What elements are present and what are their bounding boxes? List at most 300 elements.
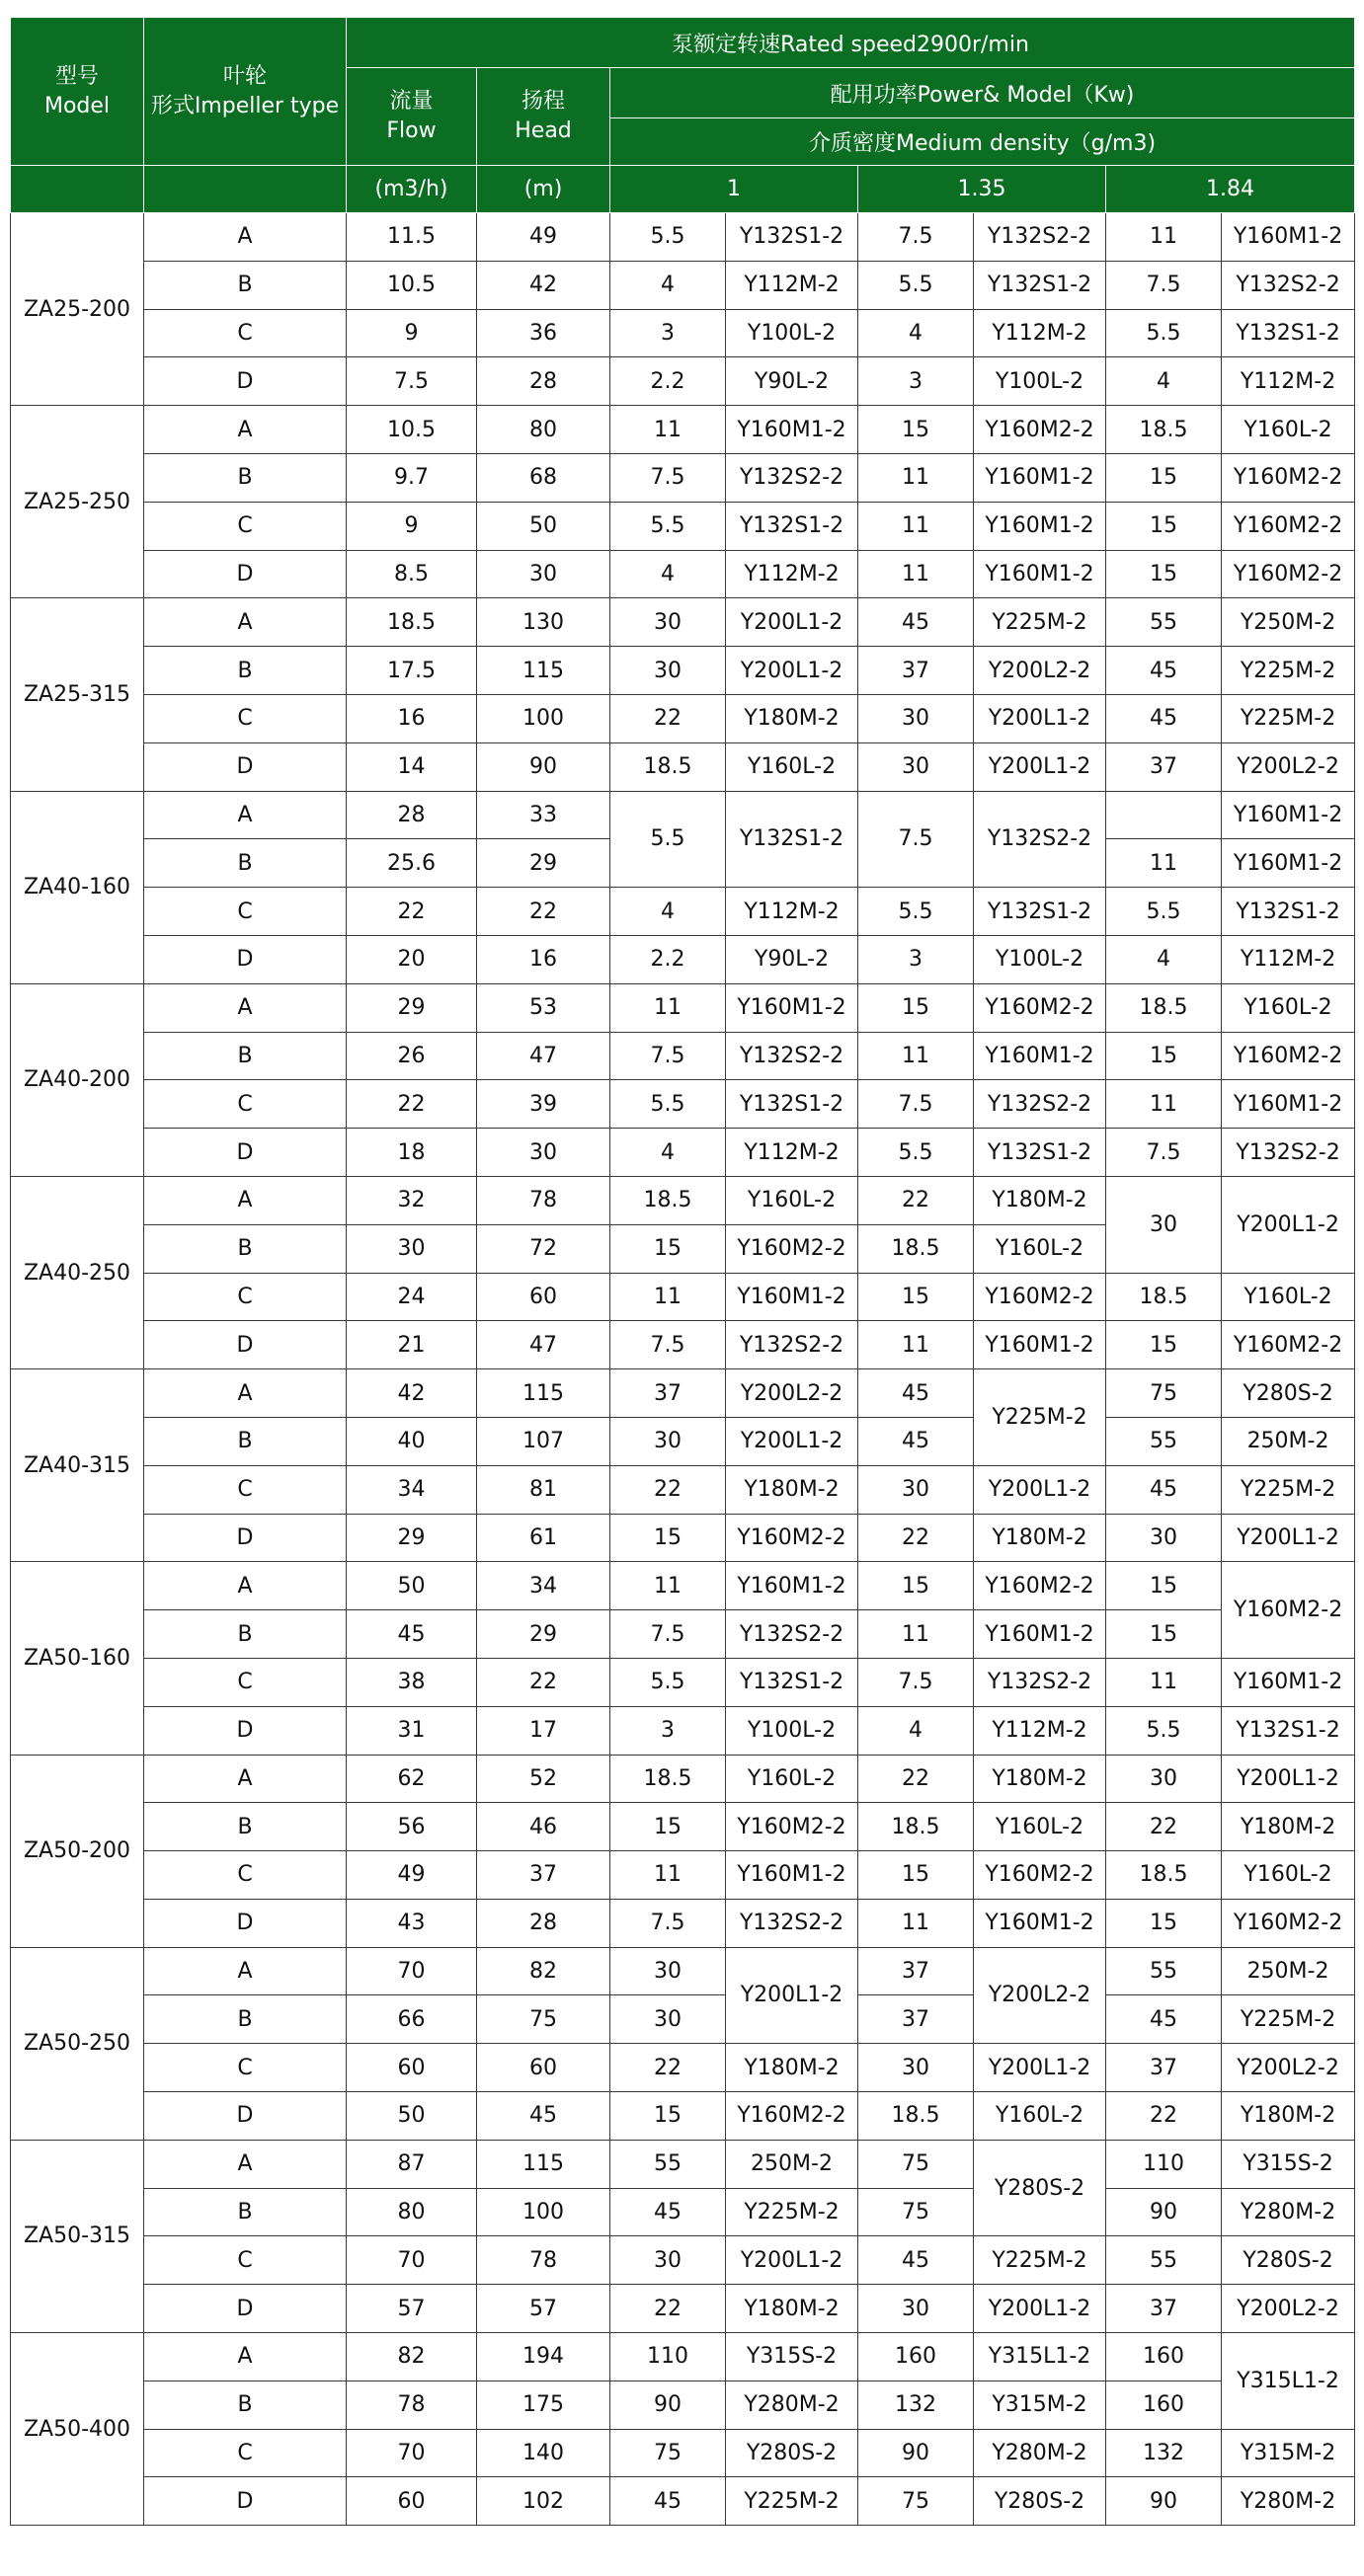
power-d3-cell: 132 (1106, 2429, 1222, 2477)
head-header-en: Head (515, 118, 572, 143)
table-row (11, 453, 1355, 502)
power-d1-cell: 22 (610, 2044, 726, 2092)
table-row (11, 2285, 1355, 2333)
flow-cell: 70 (347, 1947, 477, 1995)
power-d2-cell: 11 (858, 453, 974, 502)
flow-cell: 34 (347, 1465, 477, 1514)
power-d3-cell: 30 (1106, 1176, 1222, 1273)
table-row (11, 2140, 1355, 2188)
power-d3-cell: 5.5 (1106, 309, 1222, 357)
table-row (11, 1755, 1355, 1803)
impeller-cell: D (144, 357, 347, 406)
motor-d1-cell: Y225M-2 (726, 2188, 858, 2236)
impeller-cell: D (144, 1514, 347, 1562)
flow-cell: 26 (347, 1032, 477, 1080)
table-row (11, 2092, 1355, 2141)
motor-d2-cell: Y132S2-2 (974, 791, 1106, 888)
table-row (11, 1899, 1355, 1947)
motor-d1-cell: Y200L2-2 (726, 1369, 858, 1418)
motor-d1-cell: Y132S1-2 (726, 502, 858, 550)
model-cell: ZA40-250 (11, 1176, 144, 1368)
power-d3-cell: 15 (1106, 1321, 1222, 1369)
motor-d3-cell: Y160L-2 (1222, 1273, 1355, 1321)
motor-d1-cell: 250M-2 (726, 2140, 858, 2188)
impeller-cell: A (144, 598, 347, 647)
flow-cell: 25.6 (347, 839, 477, 888)
motor-d2-cell: Y112M-2 (974, 1706, 1106, 1755)
table-row (11, 598, 1355, 647)
head-cell: 16 (477, 935, 610, 983)
power-d3-cell: 55 (1106, 598, 1222, 647)
table-row (11, 2188, 1355, 2236)
power-d3-cell: 18.5 (1106, 406, 1222, 454)
power-d3-cell: 15 (1106, 453, 1222, 502)
model-header (11, 18, 144, 166)
power-d3-cell: 15 (1106, 1899, 1222, 1947)
impeller-cell: D (144, 1899, 347, 1947)
power-d2-cell: 11 (858, 1610, 974, 1659)
power-d1-cell: 5.5 (610, 213, 726, 262)
power-d2-cell: 15 (858, 983, 974, 1032)
impeller-cell: C (144, 1080, 347, 1129)
table-row (11, 1129, 1355, 1177)
power-d3-cell: 55 (1106, 1947, 1222, 1995)
head-cell: 140 (477, 2429, 610, 2477)
motor-d1-cell: Y90L-2 (726, 935, 858, 983)
power-d2-cell: 45 (858, 1417, 974, 1465)
power-d1-cell: 22 (610, 694, 726, 742)
power-d3-cell: 15 (1106, 550, 1222, 598)
impeller-cell: A (144, 1176, 347, 1224)
table-row (11, 261, 1355, 309)
impeller-cell: D (144, 2285, 347, 2333)
head-cell: 60 (477, 1273, 610, 1321)
power-d2-cell: 11 (858, 1321, 974, 1369)
impeller-cell: B (144, 1417, 347, 1465)
motor-d2-cell: Y160M1-2 (974, 502, 1106, 550)
power-d3-cell: 37 (1106, 742, 1222, 791)
motor-d2-cell: Y180M-2 (974, 1176, 1106, 1224)
medium-density-header: 介质密度Medium density（g/m3) (610, 118, 1355, 166)
motor-d3-cell: Y160L-2 (1222, 1851, 1355, 1900)
power-d3-cell (1106, 791, 1222, 839)
power-d2-cell: 75 (858, 2140, 974, 2188)
motor-d2-cell: Y160L-2 (974, 2092, 1106, 2141)
head-cell: 17 (477, 1706, 610, 1755)
motor-d1-cell: Y180M-2 (726, 694, 858, 742)
table-row (11, 1417, 1355, 1465)
power-d3-cell: 4 (1106, 935, 1222, 983)
power-d3-cell: 110 (1106, 2140, 1222, 2188)
motor-d2-cell: Y160M2-2 (974, 406, 1106, 454)
pump-spec-table (10, 17, 1355, 2526)
power-d2-cell: 22 (858, 1176, 974, 1224)
impeller-cell: C (144, 502, 347, 550)
head-cell: 115 (477, 1369, 610, 1418)
pump-spec-sheet (10, 17, 1355, 2526)
impeller-cell: B (144, 453, 347, 502)
power-d3-cell: 15 (1106, 502, 1222, 550)
impeller-cell: C (144, 309, 347, 357)
motor-d3-cell: Y160M2-2 (1222, 550, 1355, 598)
power-d1-cell: 30 (610, 598, 726, 647)
head-cell: 28 (477, 1899, 610, 1947)
motor-d3-cell: Y200L2-2 (1222, 2285, 1355, 2333)
motor-d2-cell: Y132S2-2 (974, 1080, 1106, 1129)
power-d3-cell: 15 (1106, 1562, 1222, 1610)
power-d1-cell: 11 (610, 983, 726, 1032)
power-d2-cell: 4 (858, 1706, 974, 1755)
motor-d3-cell: Y200L1-2 (1222, 1514, 1355, 1562)
power-d2-cell: 15 (858, 1851, 974, 1900)
head-cell: 75 (477, 1995, 610, 2044)
impeller-cell: D (144, 935, 347, 983)
impeller-cell: B (144, 1803, 347, 1851)
power-d2-cell: 4 (858, 309, 974, 357)
power-d3-cell: 18.5 (1106, 1273, 1222, 1321)
table-row (11, 1658, 1355, 1706)
motor-d3-cell: Y160M1-2 (1222, 1658, 1355, 1706)
motor-d2-cell: Y315M-2 (974, 2381, 1106, 2429)
motor-d3-cell: Y315M-2 (1222, 2429, 1355, 2477)
power-d3-cell: 55 (1106, 2236, 1222, 2285)
blank-header-cell (144, 166, 347, 213)
motor-d1-cell: Y132S1-2 (726, 1658, 858, 1706)
model-cell: ZA50-200 (11, 1755, 144, 1947)
power-d1-cell: 11 (610, 406, 726, 454)
power-d1-cell: 7.5 (610, 1610, 726, 1659)
power-d3-cell: 160 (1106, 2381, 1222, 2429)
motor-d1-cell: Y132S2-2 (726, 1610, 858, 1659)
motor-d2-cell: Y315L1-2 (974, 2333, 1106, 2381)
power-d1-cell: 7.5 (610, 453, 726, 502)
motor-d3-cell: 250M-2 (1222, 1947, 1355, 1995)
flow-cell: 24 (347, 1273, 477, 1321)
table-row (11, 550, 1355, 598)
head-cell: 46 (477, 1803, 610, 1851)
table-row (11, 2044, 1355, 2092)
power-d1-cell: 15 (610, 1803, 726, 1851)
motor-d1-cell: Y160L-2 (726, 1176, 858, 1224)
motor-d2-cell: Y160M2-2 (974, 983, 1106, 1032)
power-d1-cell: 15 (610, 1224, 726, 1273)
flow-cell: 29 (347, 983, 477, 1032)
motor-d1-cell: Y200L1-2 (726, 1417, 858, 1465)
impeller-cell: C (144, 1851, 347, 1900)
impeller-cell: A (144, 791, 347, 839)
head-cell: 47 (477, 1321, 610, 1369)
power-d3-cell: 5.5 (1106, 1706, 1222, 1755)
flow-cell: 42 (347, 1369, 477, 1418)
flow-cell: 50 (347, 1562, 477, 1610)
density-2-header: 1.35 (858, 166, 1106, 213)
table-row (11, 1369, 1355, 1418)
power-d2-cell: 45 (858, 598, 974, 647)
motor-d2-cell: Y225M-2 (974, 598, 1106, 647)
motor-d3-cell: Y280S-2 (1222, 2236, 1355, 2285)
motor-d2-cell: Y160M1-2 (974, 1032, 1106, 1080)
flow-cell: 14 (347, 742, 477, 791)
motor-d3-cell: Y200L2-2 (1222, 2044, 1355, 2092)
flow-cell: 21 (347, 1321, 477, 1369)
motor-d1-cell: Y200L1-2 (726, 598, 858, 647)
table-row (11, 1803, 1355, 1851)
power-d1-cell: 7.5 (610, 1899, 726, 1947)
table-header (11, 18, 1355, 213)
power-d3-cell: 30 (1106, 1514, 1222, 1562)
power-d2-cell: 45 (858, 1369, 974, 1418)
head-cell: 107 (477, 1417, 610, 1465)
flow-cell: 80 (347, 2188, 477, 2236)
motor-d1-cell: Y160M2-2 (726, 1803, 858, 1851)
motor-d1-cell: Y160M2-2 (726, 2092, 858, 2141)
flow-cell: 22 (347, 1080, 477, 1129)
motor-d2-cell: Y112M-2 (974, 309, 1106, 357)
motor-d3-cell: 250M-2 (1222, 1417, 1355, 1465)
motor-d3-cell: Y160M1-2 (1222, 213, 1355, 262)
motor-d1-cell: Y100L-2 (726, 309, 858, 357)
power-d1-cell: 22 (610, 1465, 726, 1514)
motor-d1-cell: Y160M2-2 (726, 1514, 858, 1562)
impeller-cell: C (144, 2236, 347, 2285)
motor-d3-cell: Y160M2-2 (1222, 1032, 1355, 1080)
head-cell: 30 (477, 1129, 610, 1177)
power-d2-cell: 15 (858, 1562, 974, 1610)
power-d2-cell: 11 (858, 1032, 974, 1080)
power-d3-cell: 11 (1106, 1658, 1222, 1706)
power-d2-cell: 75 (858, 2477, 974, 2526)
flow-cell: 56 (347, 1803, 477, 1851)
power-d1-cell: 11 (610, 1273, 726, 1321)
model-cell: ZA50-400 (11, 2333, 144, 2526)
flow-cell: 60 (347, 2477, 477, 2526)
motor-d1-cell: Y315S-2 (726, 2333, 858, 2381)
table-row (11, 1610, 1355, 1659)
table-row (11, 1032, 1355, 1080)
motor-d2-cell: Y132S2-2 (974, 213, 1106, 262)
table-row (11, 357, 1355, 406)
impeller-cell: A (144, 406, 347, 454)
motor-d2-cell: Y132S1-2 (974, 1129, 1106, 1177)
flow-cell: 78 (347, 2381, 477, 2429)
head-cell: 175 (477, 2381, 610, 2429)
head-cell: 100 (477, 694, 610, 742)
table-row (11, 309, 1355, 357)
power-d3-cell: 45 (1106, 694, 1222, 742)
impeller-cell: C (144, 2429, 347, 2477)
flow-cell: 31 (347, 1706, 477, 1755)
flow-cell: 10.5 (347, 261, 477, 309)
flow-cell: 8.5 (347, 550, 477, 598)
density-1-header: 1 (610, 166, 858, 213)
motor-d2-cell: Y160M1-2 (974, 550, 1106, 598)
power-d2-cell: 7.5 (858, 791, 974, 888)
motor-d3-cell: Y315L1-2 (1222, 2333, 1355, 2430)
impeller-cell: A (144, 2333, 347, 2381)
motor-d1-cell: Y112M-2 (726, 1129, 858, 1177)
power-d1-cell: 3 (610, 1706, 726, 1755)
impeller-cell: A (144, 1755, 347, 1803)
power-d2-cell: 11 (858, 502, 974, 550)
head-cell: 33 (477, 791, 610, 839)
flow-unit-header: (m3/h) (347, 166, 477, 213)
flow-cell: 43 (347, 1899, 477, 1947)
power-d1-cell: 55 (610, 2140, 726, 2188)
power-d3-cell: 55 (1106, 1417, 1222, 1465)
model-cell: ZA50-315 (11, 2140, 144, 2332)
power-d1-cell: 18.5 (610, 1176, 726, 1224)
power-model-header: 配用功率Power& Model（Kw) (610, 68, 1355, 118)
power-d1-cell: 4 (610, 1129, 726, 1177)
power-d3-cell: 11 (1106, 839, 1222, 888)
head-cell: 45 (477, 2092, 610, 2141)
power-d1-cell: 5.5 (610, 791, 726, 888)
power-d1-cell: 22 (610, 2285, 726, 2333)
power-d2-cell: 15 (858, 1273, 974, 1321)
power-d1-cell: 110 (610, 2333, 726, 2381)
impeller-cell: B (144, 1610, 347, 1659)
power-d3-cell: 7.5 (1106, 1129, 1222, 1177)
head-cell: 60 (477, 2044, 610, 2092)
flow-header-cn: 流量 (389, 89, 434, 114)
flow-cell: 32 (347, 1176, 477, 1224)
flow-cell: 20 (347, 935, 477, 983)
flow-cell: 45 (347, 1610, 477, 1659)
flow-cell: 9 (347, 502, 477, 550)
power-d3-cell: 37 (1106, 2285, 1222, 2333)
model-header-en: Model (43, 93, 111, 118)
power-d1-cell: 4 (610, 888, 726, 936)
motor-d3-cell: Y280M-2 (1222, 2188, 1355, 2236)
flow-cell: 22 (347, 888, 477, 936)
motor-d1-cell: Y132S2-2 (726, 453, 858, 502)
power-d1-cell: 30 (610, 2236, 726, 2285)
motor-d3-cell: Y200L1-2 (1222, 1755, 1355, 1803)
motor-d1-cell: Y280S-2 (726, 2429, 858, 2477)
power-d2-cell: 22 (858, 1514, 974, 1562)
motor-d2-cell: Y180M-2 (974, 1514, 1106, 1562)
power-d3-cell: 15 (1106, 1610, 1222, 1659)
power-d3-cell: 22 (1106, 1803, 1222, 1851)
impeller-cell: D (144, 550, 347, 598)
impeller-cell: A (144, 983, 347, 1032)
head-cell: 72 (477, 1224, 610, 1273)
head-cell: 90 (477, 742, 610, 791)
flow-cell: 9 (347, 309, 477, 357)
head-cell: 115 (477, 2140, 610, 2188)
motor-d1-cell: Y160M1-2 (726, 983, 858, 1032)
motor-d3-cell: Y225M-2 (1222, 647, 1355, 695)
motor-d2-cell: Y160M1-2 (974, 1321, 1106, 1369)
motor-d2-cell: Y160L-2 (974, 1803, 1106, 1851)
impeller-cell: B (144, 261, 347, 309)
power-d1-cell: 37 (610, 1369, 726, 1418)
power-d2-cell: 75 (858, 2188, 974, 2236)
motor-d3-cell: Y132S2-2 (1222, 261, 1355, 309)
table-row (11, 694, 1355, 742)
impeller-cell: B (144, 1224, 347, 1273)
motor-d2-cell: Y225M-2 (974, 1369, 1106, 1466)
impeller-cell: B (144, 839, 347, 888)
motor-d3-cell: Y132S1-2 (1222, 888, 1355, 936)
motor-d2-cell: Y160M2-2 (974, 1273, 1106, 1321)
power-d3-cell: 30 (1106, 1755, 1222, 1803)
motor-d1-cell: Y180M-2 (726, 2044, 858, 2092)
head-cell: 37 (477, 1851, 610, 1900)
motor-d2-cell: Y200L1-2 (974, 1465, 1106, 1514)
table-row (11, 888, 1355, 936)
motor-d3-cell: Y315S-2 (1222, 2140, 1355, 2188)
motor-d1-cell: Y112M-2 (726, 261, 858, 309)
flow-cell: 66 (347, 1995, 477, 2044)
power-d3-cell: 45 (1106, 647, 1222, 695)
impeller-cell: B (144, 2381, 347, 2429)
impeller-cell: C (144, 2044, 347, 2092)
impeller-cell: B (144, 1995, 347, 2044)
impeller-cell: A (144, 1369, 347, 1418)
table-row (11, 2236, 1355, 2285)
power-d2-cell: 5.5 (858, 261, 974, 309)
model-cell: ZA50-160 (11, 1562, 144, 1755)
power-d1-cell: 18.5 (610, 1755, 726, 1803)
motor-d2-cell: Y132S1-2 (974, 888, 1106, 936)
power-d1-cell: 7.5 (610, 1032, 726, 1080)
motor-d3-cell: Y180M-2 (1222, 1803, 1355, 1851)
power-d1-cell: 30 (610, 1995, 726, 2044)
power-d2-cell: 7.5 (858, 213, 974, 262)
impeller-cell: C (144, 1273, 347, 1321)
flow-header (347, 68, 477, 166)
table-row (11, 791, 1355, 839)
motor-d2-cell: Y200L1-2 (974, 2285, 1106, 2333)
head-cell: 30 (477, 550, 610, 598)
impeller-cell: A (144, 213, 347, 262)
flow-cell: 9.7 (347, 453, 477, 502)
motor-d2-cell: Y200L1-2 (974, 742, 1106, 791)
motor-d3-cell: Y225M-2 (1222, 694, 1355, 742)
power-d2-cell: 37 (858, 1947, 974, 1995)
motor-d3-cell: Y280M-2 (1222, 2477, 1355, 2526)
table-row (11, 1321, 1355, 1369)
flow-cell: 28 (347, 791, 477, 839)
motor-d2-cell: Y100L-2 (974, 357, 1106, 406)
power-d1-cell: 2.2 (610, 935, 726, 983)
power-d2-cell: 5.5 (858, 888, 974, 936)
head-cell: 29 (477, 839, 610, 888)
motor-d1-cell: Y132S2-2 (726, 1899, 858, 1947)
motor-d2-cell: Y280S-2 (974, 2477, 1106, 2526)
model-header-cn: 型号 (54, 63, 99, 89)
flow-cell: 38 (347, 1658, 477, 1706)
flow-cell: 49 (347, 1851, 477, 1900)
table-row (11, 2477, 1355, 2526)
motor-d1-cell: Y200L1-2 (726, 647, 858, 695)
head-cell: 53 (477, 983, 610, 1032)
power-d1-cell: 4 (610, 550, 726, 598)
model-cell: ZA25-250 (11, 406, 144, 598)
motor-d3-cell: Y180M-2 (1222, 2092, 1355, 2141)
table-row (11, 742, 1355, 791)
impeller-cell: A (144, 1562, 347, 1610)
motor-d2-cell: Y225M-2 (974, 2236, 1106, 2285)
head-cell: 100 (477, 2188, 610, 2236)
motor-d3-cell: Y132S2-2 (1222, 1129, 1355, 1177)
power-d3-cell: 5.5 (1106, 888, 1222, 936)
motor-d1-cell: Y132S1-2 (726, 1080, 858, 1129)
motor-d3-cell: Y160L-2 (1222, 983, 1355, 1032)
model-cell: ZA40-315 (11, 1369, 144, 1562)
power-d2-cell: 30 (858, 694, 974, 742)
